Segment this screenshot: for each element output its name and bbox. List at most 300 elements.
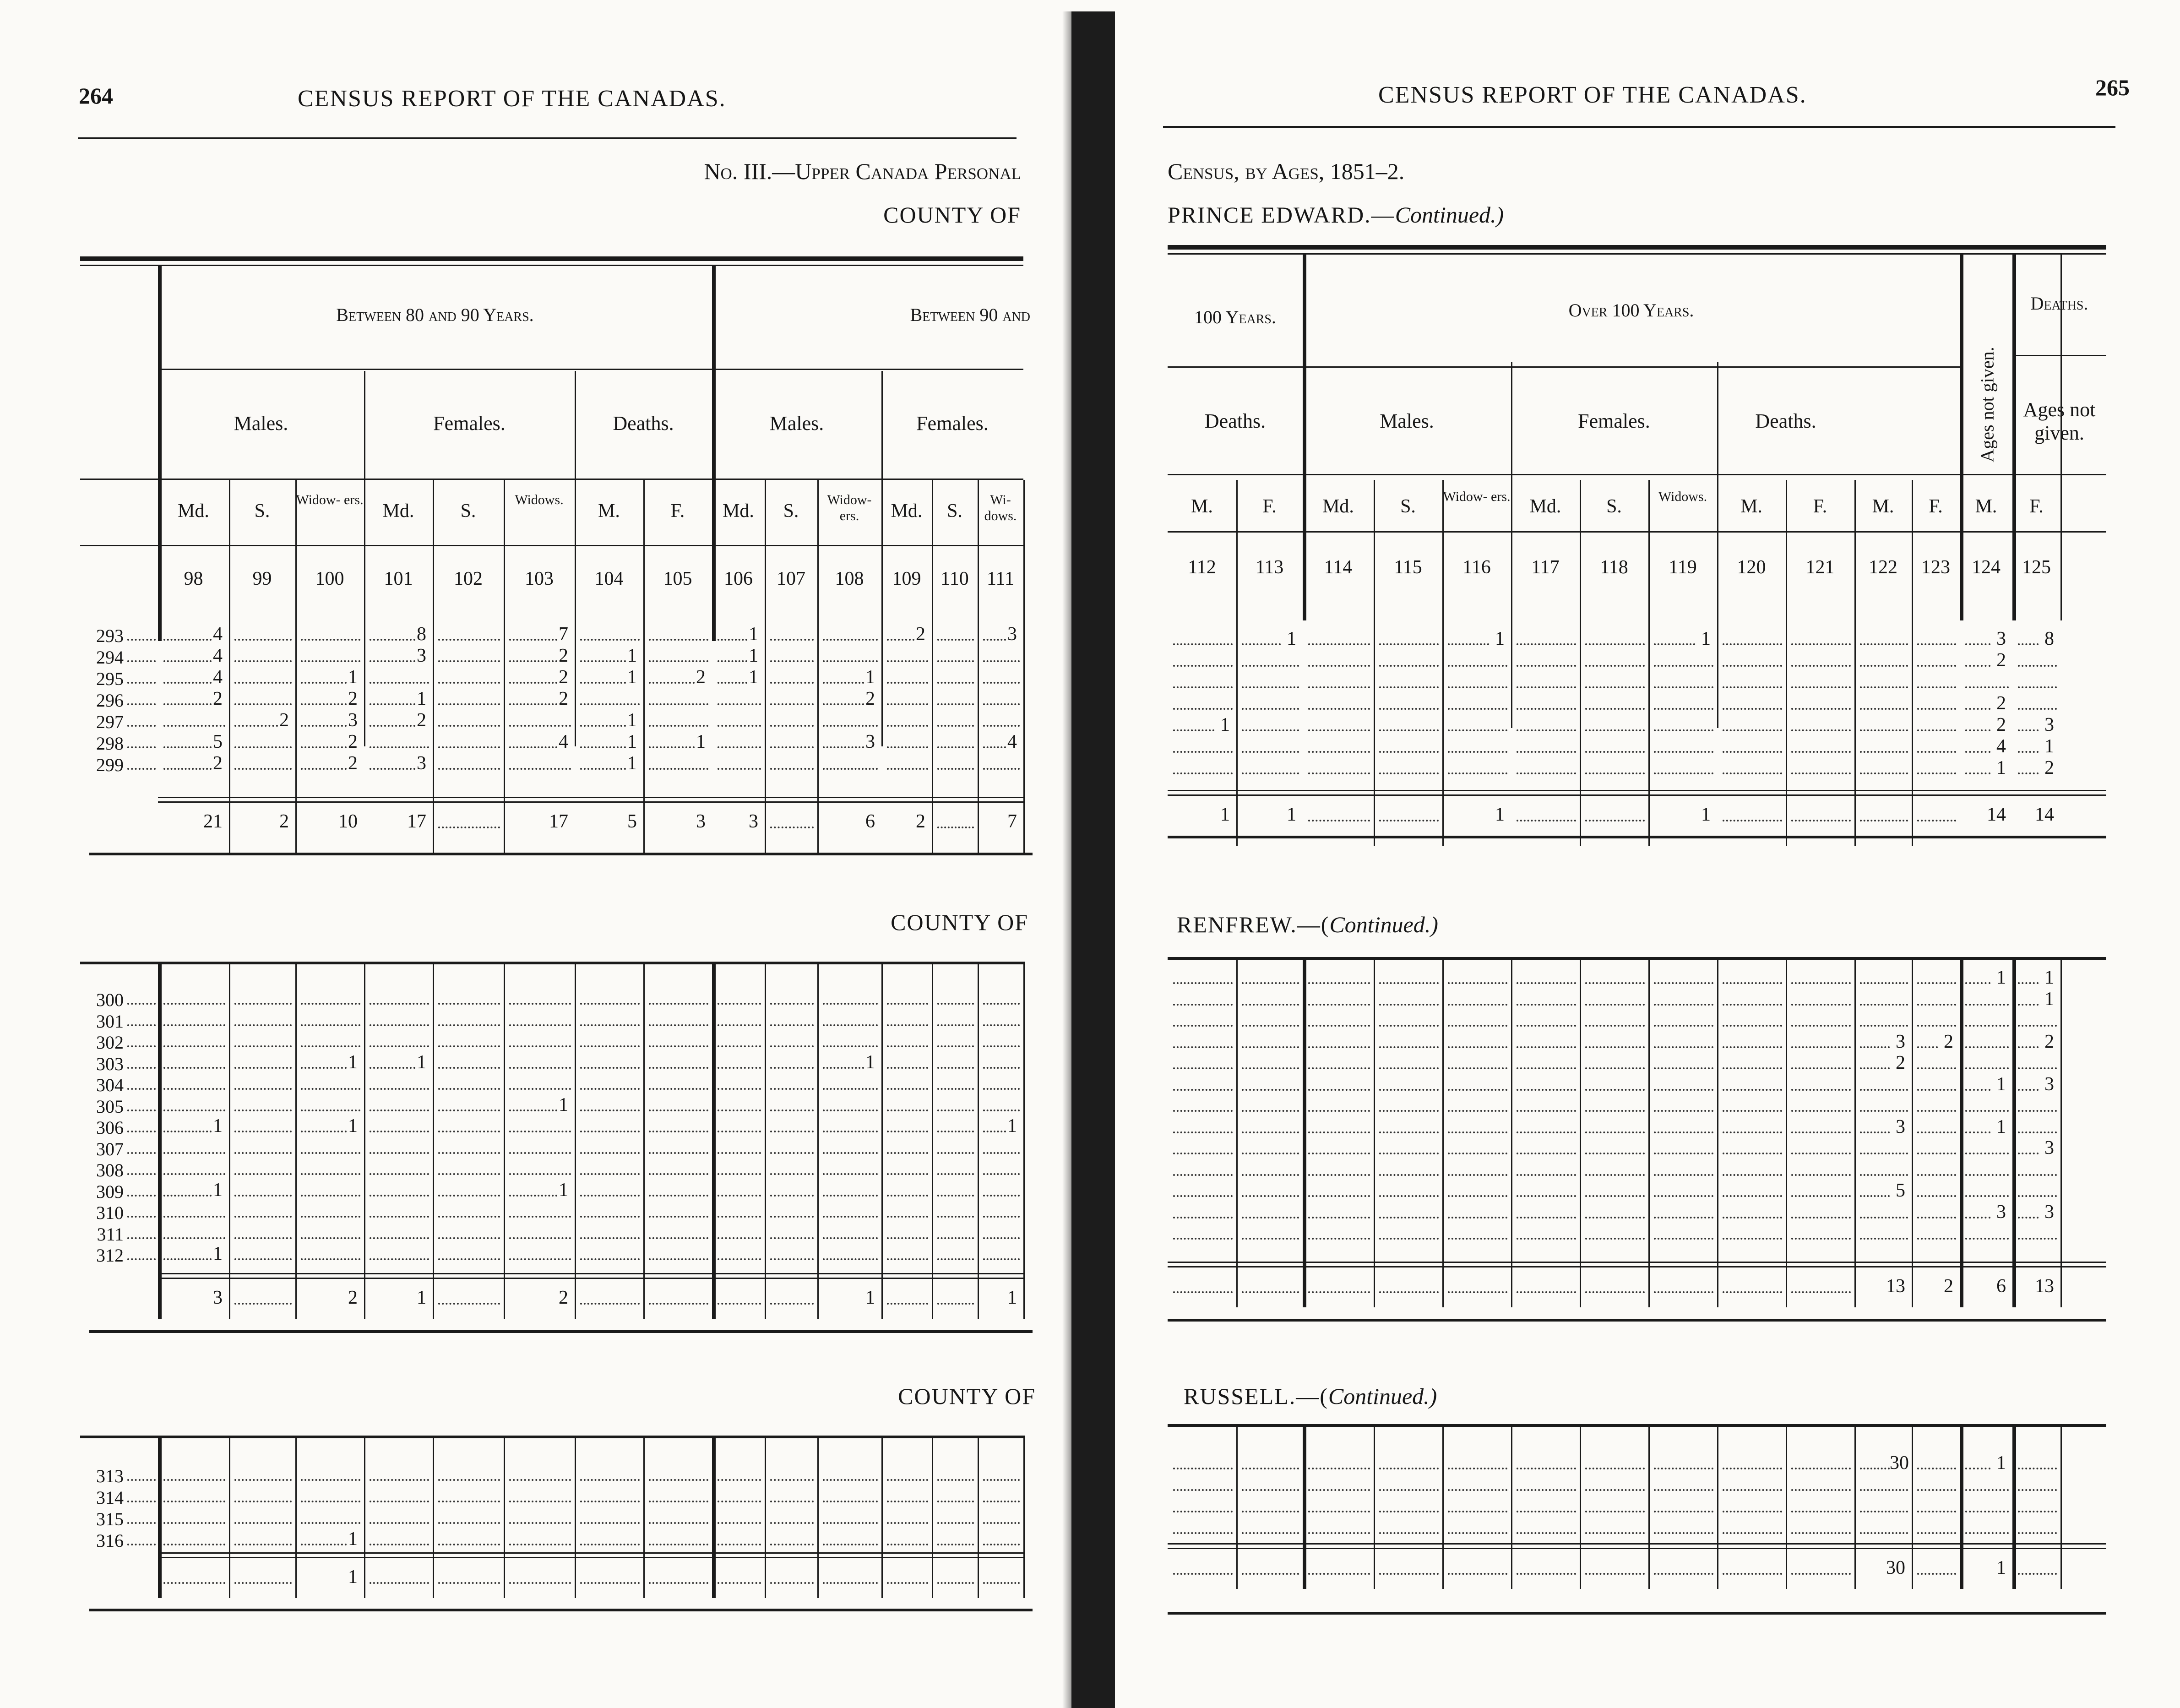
leader-dots <box>1654 1025 1713 1027</box>
leader-dots <box>1308 1238 1370 1240</box>
leader-dots <box>1379 1174 1439 1176</box>
leader-dots <box>580 1479 640 1481</box>
leader-dots <box>718 1237 761 1239</box>
leader-dots <box>1965 1511 2009 1512</box>
leader-dots <box>1917 1025 1956 1027</box>
leader-dots <box>438 746 500 748</box>
leader-dots <box>1654 1004 1713 1006</box>
leader-dots <box>163 1131 212 1132</box>
leader-dots <box>1585 1046 1645 1048</box>
leader-dots <box>438 1582 500 1584</box>
leader-dots <box>1917 772 1956 774</box>
leader-dots <box>509 1045 571 1047</box>
leader-dots <box>438 1024 500 1026</box>
table-rule <box>712 962 716 1319</box>
leader-dots <box>2018 1195 2057 1197</box>
column-label: Md. <box>723 500 754 522</box>
leader-dots <box>438 725 500 727</box>
leader-dots <box>770 639 814 641</box>
total-value: 2 <box>279 811 289 832</box>
cell-value: 3 <box>865 731 875 752</box>
leader-dots <box>1791 1489 1851 1491</box>
total-value: 1 <box>1996 1557 2006 1578</box>
column-label: Md. <box>178 500 209 522</box>
leader-dots <box>1448 1110 1507 1112</box>
leader-dots <box>937 1501 974 1502</box>
leader-dots <box>301 1003 360 1005</box>
column-label: F. <box>1813 496 1827 517</box>
cell-value: 1 <box>1495 628 1505 649</box>
cell-value: 1 <box>559 1094 568 1115</box>
leader-dots <box>1723 665 1782 667</box>
leader-dots <box>438 1152 500 1154</box>
cell-value: 1 <box>2044 736 2054 757</box>
column-number: 112 <box>1188 557 1216 578</box>
leader-dots <box>823 1045 878 1047</box>
table-rule <box>1648 957 1650 1307</box>
table-rule <box>1168 245 2106 250</box>
leader-dots <box>937 1173 974 1175</box>
leader-dots <box>1654 1174 1713 1176</box>
leader-dots <box>1308 1067 1370 1069</box>
cell-value: 3 <box>1896 1031 1905 1052</box>
leader-dots <box>770 1303 814 1305</box>
leader-dots <box>127 1024 156 1026</box>
leader-dots <box>438 1195 500 1197</box>
sub-header: Ages not given. <box>2023 398 2096 444</box>
leader-dots <box>1654 1046 1713 1048</box>
leader-dots <box>823 1195 878 1197</box>
leader-dots <box>1917 1067 1956 1069</box>
leader-dots <box>718 1067 761 1069</box>
cell-value: 2 <box>696 667 706 688</box>
table-rule <box>712 1436 716 1598</box>
leader-dots <box>1308 772 1370 774</box>
leader-dots <box>1791 1025 1851 1027</box>
leader-dots <box>509 768 571 770</box>
leader-dots <box>509 682 557 684</box>
leader-dots <box>649 703 708 705</box>
leader-dots <box>1585 1217 1645 1218</box>
table-rule <box>817 480 819 855</box>
table-rule <box>1168 474 2106 475</box>
cell-value: 3 <box>1007 624 1017 645</box>
table-rule <box>978 962 979 1319</box>
table-rule <box>575 1436 576 1598</box>
cell-value: 1 <box>749 645 758 666</box>
leader-dots <box>983 1544 1020 1545</box>
leader-dots <box>163 1544 225 1545</box>
table-rule <box>765 1436 766 1598</box>
cell-value: 7 <box>559 624 568 645</box>
table-rule <box>817 962 819 1319</box>
leader-dots <box>438 703 500 705</box>
leader-dots <box>2018 1004 2039 1006</box>
leader-dots <box>580 725 626 727</box>
leader-dots <box>1585 1195 1645 1197</box>
leader-dots <box>1860 1153 1908 1154</box>
leader-dots <box>1917 1174 1956 1176</box>
leader-dots <box>718 1045 761 1047</box>
leader-dots <box>1379 1573 1439 1575</box>
leader-dots <box>301 768 347 770</box>
leader-dots <box>887 1088 928 1090</box>
leader-dots <box>1654 1468 1713 1469</box>
leader-dots <box>937 1479 974 1481</box>
table-rule <box>158 1557 1023 1558</box>
table-rule <box>158 1278 1023 1279</box>
leader-dots <box>370 746 429 748</box>
column-number: 119 <box>1669 557 1697 578</box>
table-rule <box>1168 366 1960 368</box>
row-label: 297 <box>96 712 124 732</box>
cell-value: 3 <box>1996 1201 2006 1223</box>
leader-dots <box>718 1173 761 1175</box>
column-number: 106 <box>724 568 753 589</box>
table-rule <box>1374 957 1375 1307</box>
leader-dots <box>1517 1489 1576 1491</box>
leader-dots <box>301 746 347 748</box>
leader-dots <box>1448 1573 1507 1575</box>
leader-dots <box>887 746 928 748</box>
cell-value: 1 <box>627 667 637 688</box>
leader-dots <box>1965 686 2009 688</box>
leader-dots <box>1173 1067 1233 1069</box>
table-rule <box>1168 1543 2106 1545</box>
leader-dots <box>1791 1238 1851 1240</box>
cell-value: 1 <box>865 1051 875 1073</box>
cell-value: 1 <box>1287 628 1296 649</box>
leader-dots <box>1585 1573 1645 1575</box>
leader-dots <box>1173 729 1214 731</box>
leader-dots <box>438 1501 500 1502</box>
leader-dots <box>887 1067 928 1069</box>
leader-dots <box>234 1045 292 1047</box>
column-number: 107 <box>777 568 805 589</box>
row-label: 296 <box>96 690 124 711</box>
leader-dots <box>1585 820 1645 821</box>
leader-dots <box>1723 1573 1782 1575</box>
leader-dots <box>1654 643 1695 645</box>
group-header: Between 80 and 90 Years. <box>336 305 534 325</box>
leader-dots <box>1917 1110 1956 1112</box>
leader-dots <box>163 1110 225 1111</box>
leader-dots <box>718 746 761 748</box>
leader-dots <box>1860 1131 1890 1133</box>
leader-dots <box>1917 1195 1956 1197</box>
table-rule <box>1442 1424 1444 1589</box>
leader-dots <box>1654 1489 1713 1491</box>
leader-dots <box>1517 708 1576 710</box>
leader-dots <box>509 1110 557 1111</box>
total-value: 10 <box>338 811 358 832</box>
table-rule <box>1854 957 1856 1307</box>
leader-dots <box>127 725 156 727</box>
cell-value: 1 <box>213 1243 223 1264</box>
leader-dots <box>887 703 928 705</box>
leader-dots <box>937 1303 974 1305</box>
leader-dots <box>823 1544 878 1545</box>
leader-dots <box>1448 772 1507 774</box>
leader-dots <box>823 1237 878 1239</box>
table-rule <box>364 1436 365 1598</box>
leader-dots <box>937 1582 974 1584</box>
cell-value: 2 <box>865 688 875 709</box>
leader-dots <box>1791 1067 1851 1069</box>
leader-dots <box>438 1173 500 1175</box>
leader-dots <box>580 703 640 705</box>
leader-dots <box>1654 751 1713 753</box>
leader-dots <box>1723 1153 1782 1154</box>
leader-dots <box>1654 1153 1713 1154</box>
table-rule <box>229 1436 230 1598</box>
leader-dots <box>1448 1238 1507 1240</box>
leader-dots <box>983 660 1020 662</box>
leader-dots <box>1379 751 1439 753</box>
leader-dots <box>1723 1511 1782 1512</box>
leader-dots <box>1173 1046 1233 1048</box>
table-rule <box>978 1436 979 1598</box>
leader-dots <box>1965 1067 2009 1069</box>
table-rule <box>932 1436 933 1598</box>
leader-dots <box>1917 751 1956 753</box>
leader-dots <box>823 1110 878 1111</box>
leader-dots <box>1654 1089 1713 1091</box>
leader-dots <box>1517 665 1576 667</box>
leader-dots <box>770 1024 814 1026</box>
leader-dots <box>1723 708 1782 710</box>
leader-dots <box>580 1067 640 1069</box>
table-rule <box>89 1609 1033 1611</box>
leader-dots <box>2018 1217 2039 1218</box>
leader-dots <box>370 1195 429 1197</box>
leader-dots <box>1517 1291 1576 1293</box>
leader-dots <box>887 1544 928 1545</box>
leader-dots <box>1517 1238 1576 1240</box>
cell-value: 8 <box>2044 628 2054 649</box>
county-heading: RENFREW.—(Continued.) <box>1177 912 1438 937</box>
leader-dots <box>438 1522 500 1524</box>
leader-dots <box>823 1152 878 1154</box>
column-number: 118 <box>1600 557 1628 578</box>
leader-dots <box>1654 1291 1713 1293</box>
leader-dots <box>1517 1131 1576 1133</box>
leader-dots <box>580 1237 640 1239</box>
cell-value: 4 <box>559 731 568 752</box>
leader-dots <box>1791 1217 1851 1218</box>
leader-dots <box>1654 772 1713 774</box>
leader-dots <box>1448 751 1507 753</box>
leader-dots <box>1585 1131 1645 1133</box>
leader-dots <box>2018 708 2057 710</box>
leader-dots <box>1585 772 1645 774</box>
leader-dots <box>370 660 415 662</box>
leader-dots <box>1791 729 1851 731</box>
leader-dots <box>301 1045 360 1047</box>
leader-dots <box>649 1088 708 1090</box>
total-value: 1 <box>1287 804 1296 825</box>
leader-dots <box>163 1258 212 1260</box>
leader-dots <box>983 1024 1020 1026</box>
row-label: 312 <box>96 1245 124 1266</box>
leader-dots <box>438 1003 500 1005</box>
leader-dots <box>887 1216 928 1218</box>
leader-dots <box>509 1501 571 1502</box>
leader-dots <box>1379 643 1439 645</box>
leader-dots <box>1965 1532 2009 1534</box>
cell-value: 1 <box>627 710 637 731</box>
column-number: 109 <box>892 568 921 589</box>
table-rule <box>881 962 883 1319</box>
cell-value: 1 <box>627 645 637 666</box>
leader-dots <box>438 1479 500 1481</box>
leader-dots <box>163 1216 225 1218</box>
table-rule <box>1511 1424 1512 1589</box>
row-label: 316 <box>96 1530 124 1551</box>
table-rule <box>1168 1262 2106 1263</box>
leader-dots <box>1585 1153 1645 1154</box>
leader-dots <box>1308 665 1370 667</box>
leader-dots <box>983 1045 1020 1047</box>
leader-dots <box>580 660 626 662</box>
leader-dots <box>937 1237 974 1239</box>
column-number: 108 <box>835 568 864 589</box>
column-label: M. <box>1191 496 1213 517</box>
leader-dots <box>770 1067 814 1069</box>
leader-dots <box>887 1152 928 1154</box>
total-value: 1 <box>1220 804 1230 825</box>
leader-dots <box>1585 751 1645 753</box>
leader-dots <box>1448 643 1489 645</box>
leader-dots <box>1242 729 1299 731</box>
column-label: S. <box>460 500 476 522</box>
leader-dots <box>1723 1291 1782 1293</box>
leader-dots <box>127 639 156 641</box>
row-label: 295 <box>96 669 124 689</box>
table-rule <box>1023 480 1025 855</box>
leader-dots <box>1448 708 1507 710</box>
leader-dots <box>509 1152 571 1154</box>
leader-dots <box>1173 1174 1233 1176</box>
leader-dots <box>1585 729 1645 731</box>
leader-dots <box>937 1003 974 1005</box>
page-number: 264 <box>79 83 113 109</box>
leader-dots <box>301 660 360 662</box>
column-label: S. <box>947 500 962 522</box>
table-rule <box>158 1273 1023 1274</box>
table-rule <box>295 962 297 1319</box>
column-number: 121 <box>1805 557 1835 578</box>
leader-dots <box>1654 1110 1713 1112</box>
leader-dots <box>127 1479 156 1481</box>
leader-dots <box>1517 1195 1576 1197</box>
cell-value: 1 <box>348 1115 358 1137</box>
leader-dots <box>770 1544 814 1545</box>
leader-dots <box>718 1152 761 1154</box>
leader-dots <box>1654 1067 1713 1069</box>
leader-dots <box>823 703 864 705</box>
leader-dots <box>2018 686 2057 688</box>
leader-dots <box>1379 1110 1439 1112</box>
leader-dots <box>649 660 708 662</box>
leader-dots <box>163 1479 225 1481</box>
cell-value: 1 <box>417 688 426 709</box>
table-rule <box>295 480 297 855</box>
leader-dots <box>1723 751 1782 753</box>
leader-dots <box>2018 1238 2057 1240</box>
table-rule <box>1442 480 1444 846</box>
row-label: 310 <box>96 1202 124 1223</box>
column-label: F. <box>1929 496 1943 517</box>
leader-dots <box>770 1110 814 1111</box>
leader-dots <box>1791 1468 1851 1469</box>
leader-dots <box>509 1195 557 1197</box>
table-rule <box>643 1436 645 1598</box>
leader-dots <box>1308 1046 1370 1048</box>
leader-dots <box>438 1131 500 1132</box>
running-head: CENSUS REPORT OF THE CANADAS. <box>298 86 726 112</box>
leader-dots <box>770 1152 814 1154</box>
leader-dots <box>983 1582 1020 1584</box>
leader-dots <box>1448 686 1507 688</box>
leader-dots <box>1965 982 1990 984</box>
leader-dots <box>887 1501 928 1502</box>
table-rule <box>817 1436 819 1598</box>
table-rule <box>229 480 230 855</box>
leader-dots <box>2018 1532 2057 1534</box>
leader-dots <box>1965 729 1990 731</box>
leader-dots <box>770 1522 814 1524</box>
row-label: 304 <box>96 1075 124 1095</box>
leader-dots <box>163 660 212 662</box>
leader-dots <box>1448 1004 1507 1006</box>
total-value: 13 <box>2035 1276 2054 1297</box>
leader-dots <box>1242 1511 1299 1512</box>
table-rule <box>89 1330 1033 1333</box>
leader-dots <box>1585 1025 1645 1027</box>
leader-dots <box>1517 643 1576 645</box>
table-rule <box>765 962 766 1319</box>
leader-dots <box>438 1088 500 1090</box>
table-rule <box>2012 1424 2016 1589</box>
leader-dots <box>1860 751 1908 753</box>
group-header: 100 Years. <box>1194 307 1276 327</box>
leader-dots <box>1654 686 1713 688</box>
group-header: Between 90 and <box>910 305 1030 325</box>
table-rule <box>364 962 365 1319</box>
leader-dots <box>1448 1532 1507 1534</box>
column-label: F. <box>2029 496 2044 517</box>
leader-dots <box>983 1003 1020 1005</box>
leader-dots <box>1723 1067 1782 1069</box>
leader-dots <box>1917 1089 1956 1091</box>
table-rule <box>881 1436 883 1598</box>
leader-dots <box>1173 1110 1233 1112</box>
table-rule <box>1168 1548 2106 1549</box>
leader-dots <box>1308 982 1370 984</box>
leader-dots <box>438 1067 500 1069</box>
column-number: 110 <box>940 568 969 589</box>
leader-dots <box>649 1131 708 1132</box>
leader-dots <box>580 746 626 748</box>
leader-dots <box>937 1131 974 1132</box>
table-rule <box>504 962 505 1319</box>
leader-dots <box>163 1582 225 1584</box>
table-rule <box>1168 794 2106 796</box>
leader-dots <box>1448 665 1507 667</box>
cell-value: 3 <box>2044 714 2054 735</box>
leader-dots <box>770 1195 814 1197</box>
